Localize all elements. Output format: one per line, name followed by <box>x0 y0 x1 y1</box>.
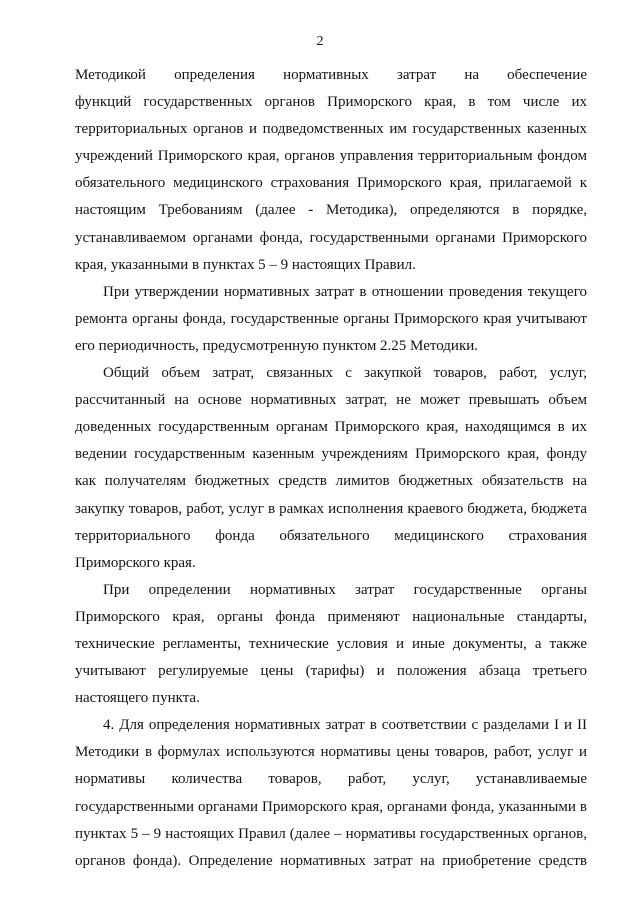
text-line: учреждений Приморского края, органов управления территориальным фондом <box>75 148 587 165</box>
document-body <box>75 62 587 875</box>
text-line: При утверждении нормативных затрат в отношении проведения текущего <box>103 283 587 300</box>
text-line: технические регламенты, технические условия и иные документы, а также <box>75 635 587 652</box>
text-line: его периодичность, предусмотренную пунктом 2.25 Методики. <box>75 337 479 354</box>
text-line: обязательного медицинского страхования Приморского края, прилагаемой к <box>75 175 587 192</box>
text-line: учитывают регулируемые цены (тарифы) и положения абзаца третьего <box>75 663 587 680</box>
text-line: 4. Для определения нормативных затрат в соответствии с разделами I и II <box>103 717 587 734</box>
text-line: устанавливаемом органами фонда, государственными органами Приморского <box>75 229 587 246</box>
text-line: функций государственных органов Приморского края, в том числе их <box>75 94 587 111</box>
text-line: Методики в формулах используются нормативы цены товаров, работ, услуг и <box>75 744 587 761</box>
paragraph <box>75 712 587 875</box>
paragraph <box>75 360 587 577</box>
text-line: доведенных государственным органам Приморского края, находящимся в их <box>75 419 587 436</box>
text-line: Приморского края, органы фонда применяют национальные стандарты, <box>75 608 587 625</box>
paragraph <box>75 279 587 360</box>
paragraph <box>75 62 587 279</box>
text-line: Общий объем затрат, связанных с закупкой товаров, работ, услуг, <box>103 365 587 382</box>
text-line: пунктах 5 – 9 настоящих Правил (далее – нормативы государственных органов, <box>75 825 587 842</box>
text-line: территориальных органов и подведомственных им государственных казенных <box>75 121 587 138</box>
text-line: Методикой определения нормативных затрат на обеспечение <box>75 67 587 83</box>
text-line: территориального фонда обязательного медицинского страхования <box>75 527 587 544</box>
text-line: государственными органами Приморского края, органами фонда, указанными в <box>75 798 587 815</box>
text-line: настоящего пункта. <box>75 690 200 707</box>
text-line: При определении нормативных затрат государственные органы <box>103 581 587 598</box>
text-line: Приморского края. <box>75 554 196 571</box>
text-line: рассчитанный на основе нормативных затрат, не может превышать объем <box>75 392 587 409</box>
text-line: ведении государственным казенным учреждениям Приморского края, фонду <box>75 446 587 463</box>
text-line: как получателям бюджетных средств лимитов бюджетных обязательств на <box>75 473 587 490</box>
text-line: настоящим Требованиям (далее - Методика), определяются в порядке, <box>75 202 587 219</box>
text-line: органов фонда). Определение нормативных затрат на приобретение средств <box>75 852 587 869</box>
page-number: 2 <box>316 34 324 49</box>
paragraph <box>75 577 587 712</box>
text-line: нормативы количества товаров, работ, услуг, устанавливаемые <box>75 771 587 788</box>
text-line: закупку товаров, работ, услуг в рамках исполнения краевого бюджета, бюджета <box>75 500 587 517</box>
text-line: края, указанными в пунктах 5 – 9 настоящих Правил. <box>75 256 416 273</box>
text-line: ремонта органы фонда, государственные органы Приморского края учитывают <box>75 310 587 327</box>
